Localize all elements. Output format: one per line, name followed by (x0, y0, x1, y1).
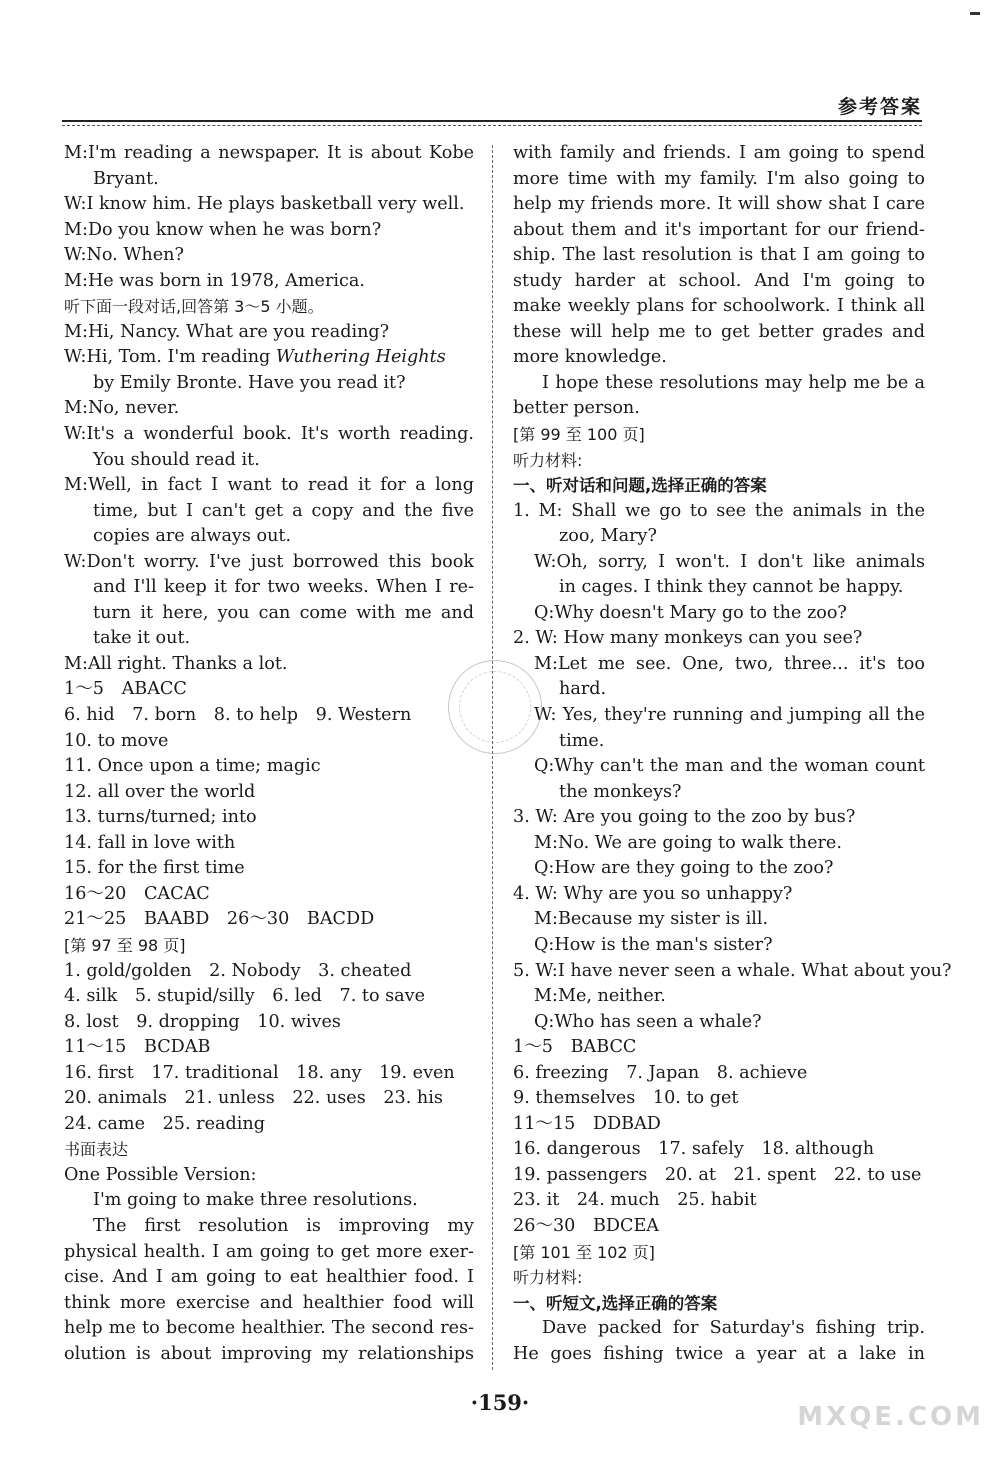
text-line: I'm going to make three resolutions. (93, 1190, 418, 1211)
text-line: help my friends more. It will show shat I care (513, 194, 925, 215)
answer-line: 12. all over the world (64, 781, 256, 802)
text-line: 5. W:I have never seen a whale. What about you? (513, 960, 952, 981)
text-line: M:Well, in fact I want to read it for a long (64, 475, 474, 496)
answer-line: 9. themselves 10. to get (513, 1088, 739, 1109)
text-line: M:Let me see. One, two, three... it's too (534, 653, 925, 674)
answer-line: 26～30 BDCEA (513, 1215, 660, 1236)
column-divider (492, 145, 493, 1370)
text-line: W:Oh, sorry, I won't. I don't like animals (534, 551, 925, 572)
answer-line: 16. first 17. traditional 18. any 19. even (64, 1062, 455, 1083)
answer-line: 1～5 BABCC (513, 1037, 637, 1058)
answer-line: 23. it 24. much 25. habit (513, 1190, 757, 1211)
text-line: in cages. I think they cannot be happy. (559, 577, 904, 598)
text-line: study harder at school. And I'm going to (513, 270, 925, 291)
answer-line: 10. to move (64, 730, 169, 751)
page-number: ·159· (470, 1390, 530, 1415)
text-line: physical health. I am going to get more exer- (64, 1241, 474, 1262)
text-line: M:Do you know when he was born? (64, 219, 382, 240)
text-line: 2. W: How many monkeys can you see? (513, 628, 863, 649)
section-heading: 书面表达 (64, 1140, 129, 1160)
text-line: M:Because my sister is ill. (534, 909, 769, 930)
text-line: I hope these resolutions may help me be a (542, 372, 925, 393)
right-column (513, 141, 952, 1367)
answer-line: 16. dangerous 17. safely 18. although (513, 1139, 875, 1160)
page-range-heading: [第 101 至 102 页] (513, 1242, 655, 1262)
text-line: cise. And I am going to eat healthier food. I (64, 1267, 474, 1288)
text-line: turn it here, you can come with me and (93, 602, 474, 623)
text-line: Q:How are they going to the zoo? (534, 858, 834, 879)
text-line: help me to become healthier. The second res- (64, 1318, 474, 1339)
text-line: time. (559, 730, 605, 751)
text-line: time, but I can't get a copy and the five (93, 500, 474, 521)
text-line: M:No. We are going to walk there. (534, 832, 842, 853)
text-line: Dave packed for Saturday's fishing trip. (542, 1318, 925, 1339)
section-label: 听力材料: (513, 450, 583, 470)
page-range-heading: [第 99 至 100 页] (513, 425, 645, 445)
header-title: 参考答案 (837, 96, 922, 118)
text-line: 1. M: Shall we go to see the animals in the (513, 500, 925, 521)
text-line-book-title: W:Hi, Tom. I'm reading Wuthering Heights (64, 347, 446, 368)
text-line: about them and it's important for our friend- (513, 219, 925, 240)
answer-line: 6. hid 7. born 8. to help 9. Western (64, 705, 412, 726)
header-rule-dashed (62, 125, 922, 126)
text-line: Bryant. (93, 168, 159, 189)
text-line: M:I'm reading a newspaper. It is about Kobe (64, 143, 474, 163)
text-line: M:He was born in 1978, America. (64, 270, 365, 291)
answer-line: 11～15 DDBAD (513, 1113, 661, 1134)
text-line: M:Hi, Nancy. What are you reading? (64, 321, 390, 342)
answer-line: 13. turns/turned; into (64, 807, 257, 828)
text-line: copies are always out. (93, 526, 292, 547)
text-line: make weekly plans for schoolwork. I think all (513, 296, 925, 317)
text-line: more time with my family. I'm also going to (513, 168, 925, 189)
page-range-heading: [第 97 至 98 页] (64, 935, 186, 955)
answer-line: 6. freezing 7. Japan 8. achieve (513, 1062, 808, 1083)
text-line: and I'll keep it for two weeks. When I re- (93, 577, 474, 598)
text-line: with family and friends. I am going to spend (513, 143, 925, 163)
text-line: W: Yes, they're running and jumping all the (534, 705, 925, 726)
text-line: M:All right. Thanks a lot. (64, 653, 288, 674)
text-line: One Possible Version: (64, 1164, 257, 1185)
text-line: W:No. When? (64, 245, 184, 266)
text-line: by Emily Bronte. Have you read it? (93, 372, 406, 393)
answer-line: 11. Once upon a time; magic (64, 756, 321, 777)
text-line: these will help me to get better grades and (513, 321, 925, 342)
watermark-logo: MXQE.COM (797, 1402, 984, 1432)
answer-line: 15. for the first time (64, 858, 245, 879)
text-line: M:Me, neither. (534, 986, 666, 1007)
text-line: W:Don't worry. I've just borrowed this book (64, 551, 474, 572)
text-line: hard. (559, 679, 607, 700)
text-line: more knowledge. (513, 347, 667, 368)
answer-line: 4. silk 5. stupid/silly 6. led 7. to save (64, 986, 426, 1007)
answer-line: 21～25 BAABD 26～30 BACDD (64, 909, 375, 930)
answer-line: 24. came 25. reading (64, 1113, 265, 1134)
text-line: He goes fishing twice a year at a lake in (513, 1343, 925, 1364)
text-line: 4. W: Why are you so unhappy? (513, 883, 793, 904)
text-line: think more exercise and healthier food will (64, 1292, 474, 1313)
text-line: olution is about improving my relationships (64, 1343, 474, 1364)
section-label: 听力材料: (513, 1268, 583, 1288)
text-line: Q:How is the man's sister? (534, 934, 773, 955)
answer-line: 1～5 ABACC (64, 679, 187, 700)
left-column (64, 141, 474, 1367)
text-line: zoo, Mary? (559, 526, 657, 547)
text-line: W:I know him. He plays basketball very well. (64, 194, 465, 215)
answer-line: 1. gold/golden 2. Nobody 3. cheated (64, 960, 412, 981)
text-line: Q:Who has seen a whale? (534, 1011, 762, 1032)
text-line: better person. (513, 398, 640, 419)
text-line: ship. The last resolution is that I am going to (513, 245, 925, 266)
text-line: Q:Why doesn't Mary go to the zoo? (534, 602, 847, 623)
section-instruction: 听下面一段对话,回答第 3～5 小题。 (64, 297, 324, 317)
answer-line: 16～20 CACAC (64, 883, 210, 904)
answer-line: 20. animals 21. unless 22. uses 23. his (64, 1088, 443, 1109)
text-line: the monkeys? (559, 781, 682, 802)
answer-line: 19. passengers 20. at 21. spent 22. to use (513, 1164, 922, 1185)
text-line: Q:Why can't the man and the woman count (534, 756, 925, 777)
text-line: take it out. (93, 628, 191, 649)
answer-line: 14. fall in love with (64, 832, 236, 853)
header-rule (62, 120, 922, 122)
section-heading: 一、听对话和问题,选择正确的答案 (513, 476, 767, 496)
text-line: The first resolution is improving my (93, 1215, 474, 1236)
text-line: You should read it. (93, 449, 260, 470)
text-line: 3. W: Are you going to the zoo by bus? (513, 807, 856, 828)
answer-line: 11～15 BCDAB (64, 1037, 211, 1058)
answer-line: 8. lost 9. dropping 10. wives (64, 1011, 341, 1032)
text-line: M:No, never. (64, 398, 180, 419)
section-heading: 一、听短文,选择正确的答案 (513, 1293, 718, 1313)
text-line: W:It's a wonderful book. It's worth reading. (64, 424, 474, 445)
corner-mark (970, 12, 980, 15)
